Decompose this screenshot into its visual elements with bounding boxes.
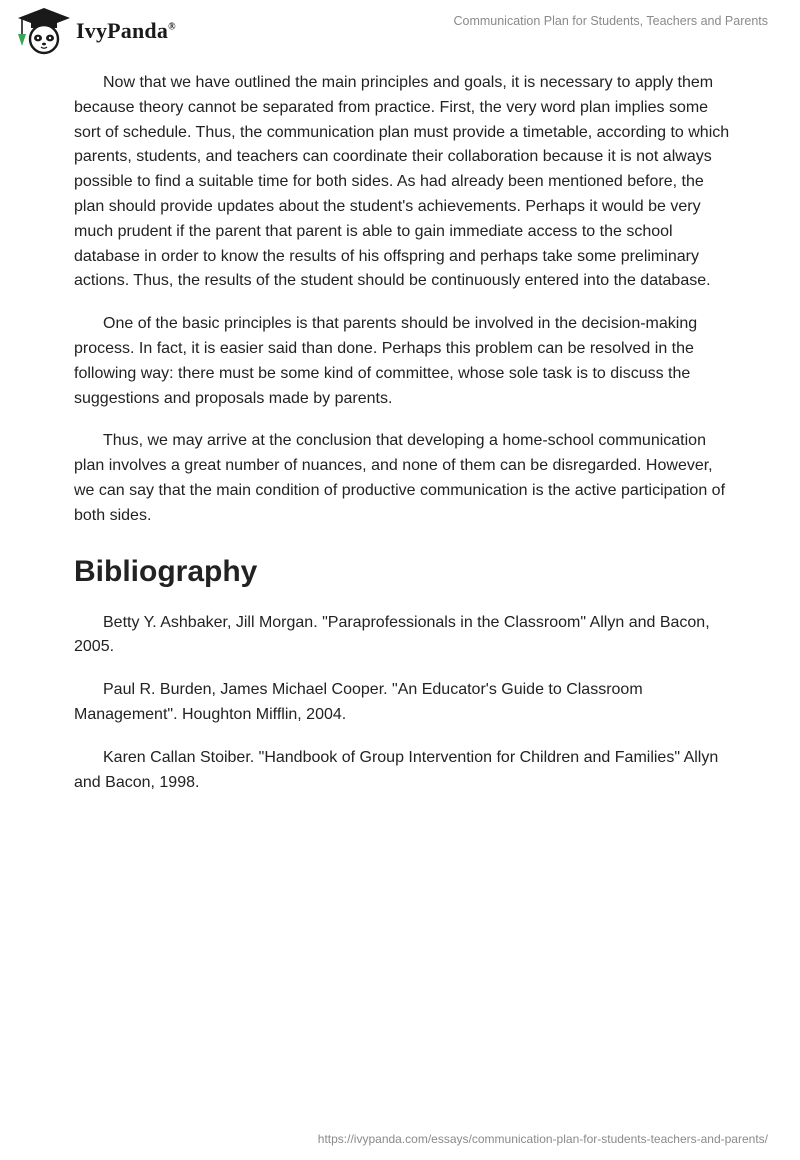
brand-name: IvyPanda	[76, 18, 169, 43]
body-paragraph-2: One of the basic principles is that parents should be involved in the decision-making process. In fact, it is easier said than done. Perhaps this problem can be resolved in the following way: there must be some kind of committee, whose sole task is to discuss the suggestions and proposals made by parents.	[74, 315, 698, 407]
logo-wordmark	[76, 18, 176, 44]
bibliography-heading: Bibliography	[74, 554, 258, 588]
registered-mark: ®	[168, 21, 176, 33]
ivypanda-logo[interactable]	[14, 6, 176, 56]
essay-content	[74, 71, 734, 813]
panda-graduation-cap-icon	[14, 6, 74, 56]
page-header	[0, 0, 800, 60]
body-paragraph-1: Now that we have outlined the main principles and goals, it is necessary to apply them because theory cannot be separated from practice. First, the very word plan implies some sort of schedule. Thus, the communication plan must provide a timetable, according to which parents, students, and teachers can coordinate their collaboration because it is not always possible to find a suitable time for both sides. As had already been mentioned before, the plan should provide updates about the student's achievements. Perhaps it would be very much prudent if the parent that parent is able to gain immediate access to the school database in order to know the results of his offspring and perhaps take some preliminary actions. Thus, the results of the student should be continuously entered into the database.	[74, 74, 730, 290]
bibliography-entry-2: Paul R. Burden, James Michael Cooper. "An Educator's Guide to Classroom Management". Houghton Mifflin, 2004.	[74, 681, 643, 723]
document-title: Communication Plan for Students, Teachers and Parents	[453, 14, 768, 28]
bibliography-entry-1: Betty Y. Ashbaker, Jill Morgan. "Paraprofessionals in the Classroom" Allyn and Bacon, 2005.	[74, 613, 710, 656]
bibliography-entry-3: Karen Callan Stoiber. "Handbook of Group Intervention for Children and Families" Allyn and Bacon, 1998.	[74, 748, 719, 791]
body-paragraph-3: Thus, we may arrive at the conclusion that developing a home-school communication plan involves a great number of nuances, and none of them can be disregarded. However, we can say that the main condition of productive communication is the active participation of both sides.	[74, 432, 726, 524]
source-url-link[interactable]: https://ivypanda.com/essays/communication-plan-for-students-teachers-and-parents/	[317, 1132, 768, 1146]
